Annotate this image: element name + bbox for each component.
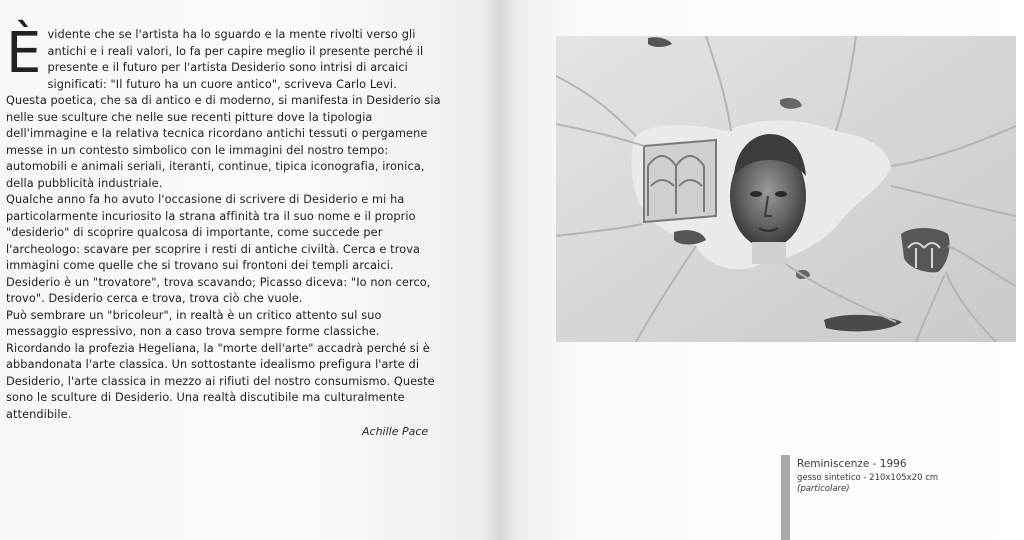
artwork-medium: gesso sintetico - 210x105x20 cm [797, 473, 939, 483]
caption-bar [781, 455, 790, 540]
left-page [0, 0, 500, 540]
essay-paragraph-4: Desiderio è un "trovatore", trova scavando; Picasso diceva: "Io non cerco, trovo". Desiderio cerca e trova, trova ciò che vuole. [6, 275, 431, 305]
essay-paragraph-2: Questa poetica, che sa di antico e di moderno, si manifesta in Desiderio sia nelle sue sculture che nelle sue recenti pitture dove la tipologia dell'immagine e la relativa tecnica ricordano antichi tessuti o pergamene messe in un contesto simbolico con le immagini del nostro tempo: automobili e animali seriali, iteranti, continue, tipica iconografia, ironica, della pubblicità industriale. [6, 94, 441, 190]
essay-paragraph-1: vidente che se l'artista ha lo sguardo e la mente rivolti verso gli antichi e i reali valori, lo fa per capire meglio il presente perché il presente e il futuro per l'artista Desiderio sono intrisi di arcaici significati: "Il futuro ha un cuore antico", scriveva Carlo Levi. [47, 28, 424, 91]
artwork-detail-note: (particolare) [797, 484, 850, 494]
author-signature: Achille Pace [362, 425, 429, 438]
essay-paragraph-5: Può sembrare un "bricoleur", in realtà è un critico attento sul suo messaggio espressivo, non a caso trova sempre forme classiche. [6, 308, 382, 338]
artwork-title: Reminiscenze - 1996 [797, 458, 907, 470]
drop-cap: È [6, 21, 42, 86]
essay-paragraph-3: Qualche anno fa ho avuto l'occasione di scrivere di Desiderio e mi ha particolarmente incuriosito la strana affinità tra il suo nome e il proprio "desiderio" di scoprire qualcosa di importante, come succede per l'archeologo: scavare per scoprire i resti di antiche civiltà. Cerca e trova immagini come quelle che si trovano sui frontoni dei templi arcaici. [6, 193, 421, 272]
essay-paragraph-6: Ricordando la profezia Hegeliana, la "morte dell'arte" accadrà perché si è abbandonata l'arte classica. Un sottostante idealismo prefigura l'arte di Desiderio, l'arte classica in mezzo ai rifiuti del nostro consumismo. Queste sono le sculture di Desiderio. Una realtà discutibile ma culturalmente attendibile. [6, 341, 435, 421]
artwork-photo [556, 36, 1016, 342]
sculpture-image [556, 36, 1016, 342]
essay-text [6, 21, 444, 423]
artwork-caption [797, 458, 1007, 495]
